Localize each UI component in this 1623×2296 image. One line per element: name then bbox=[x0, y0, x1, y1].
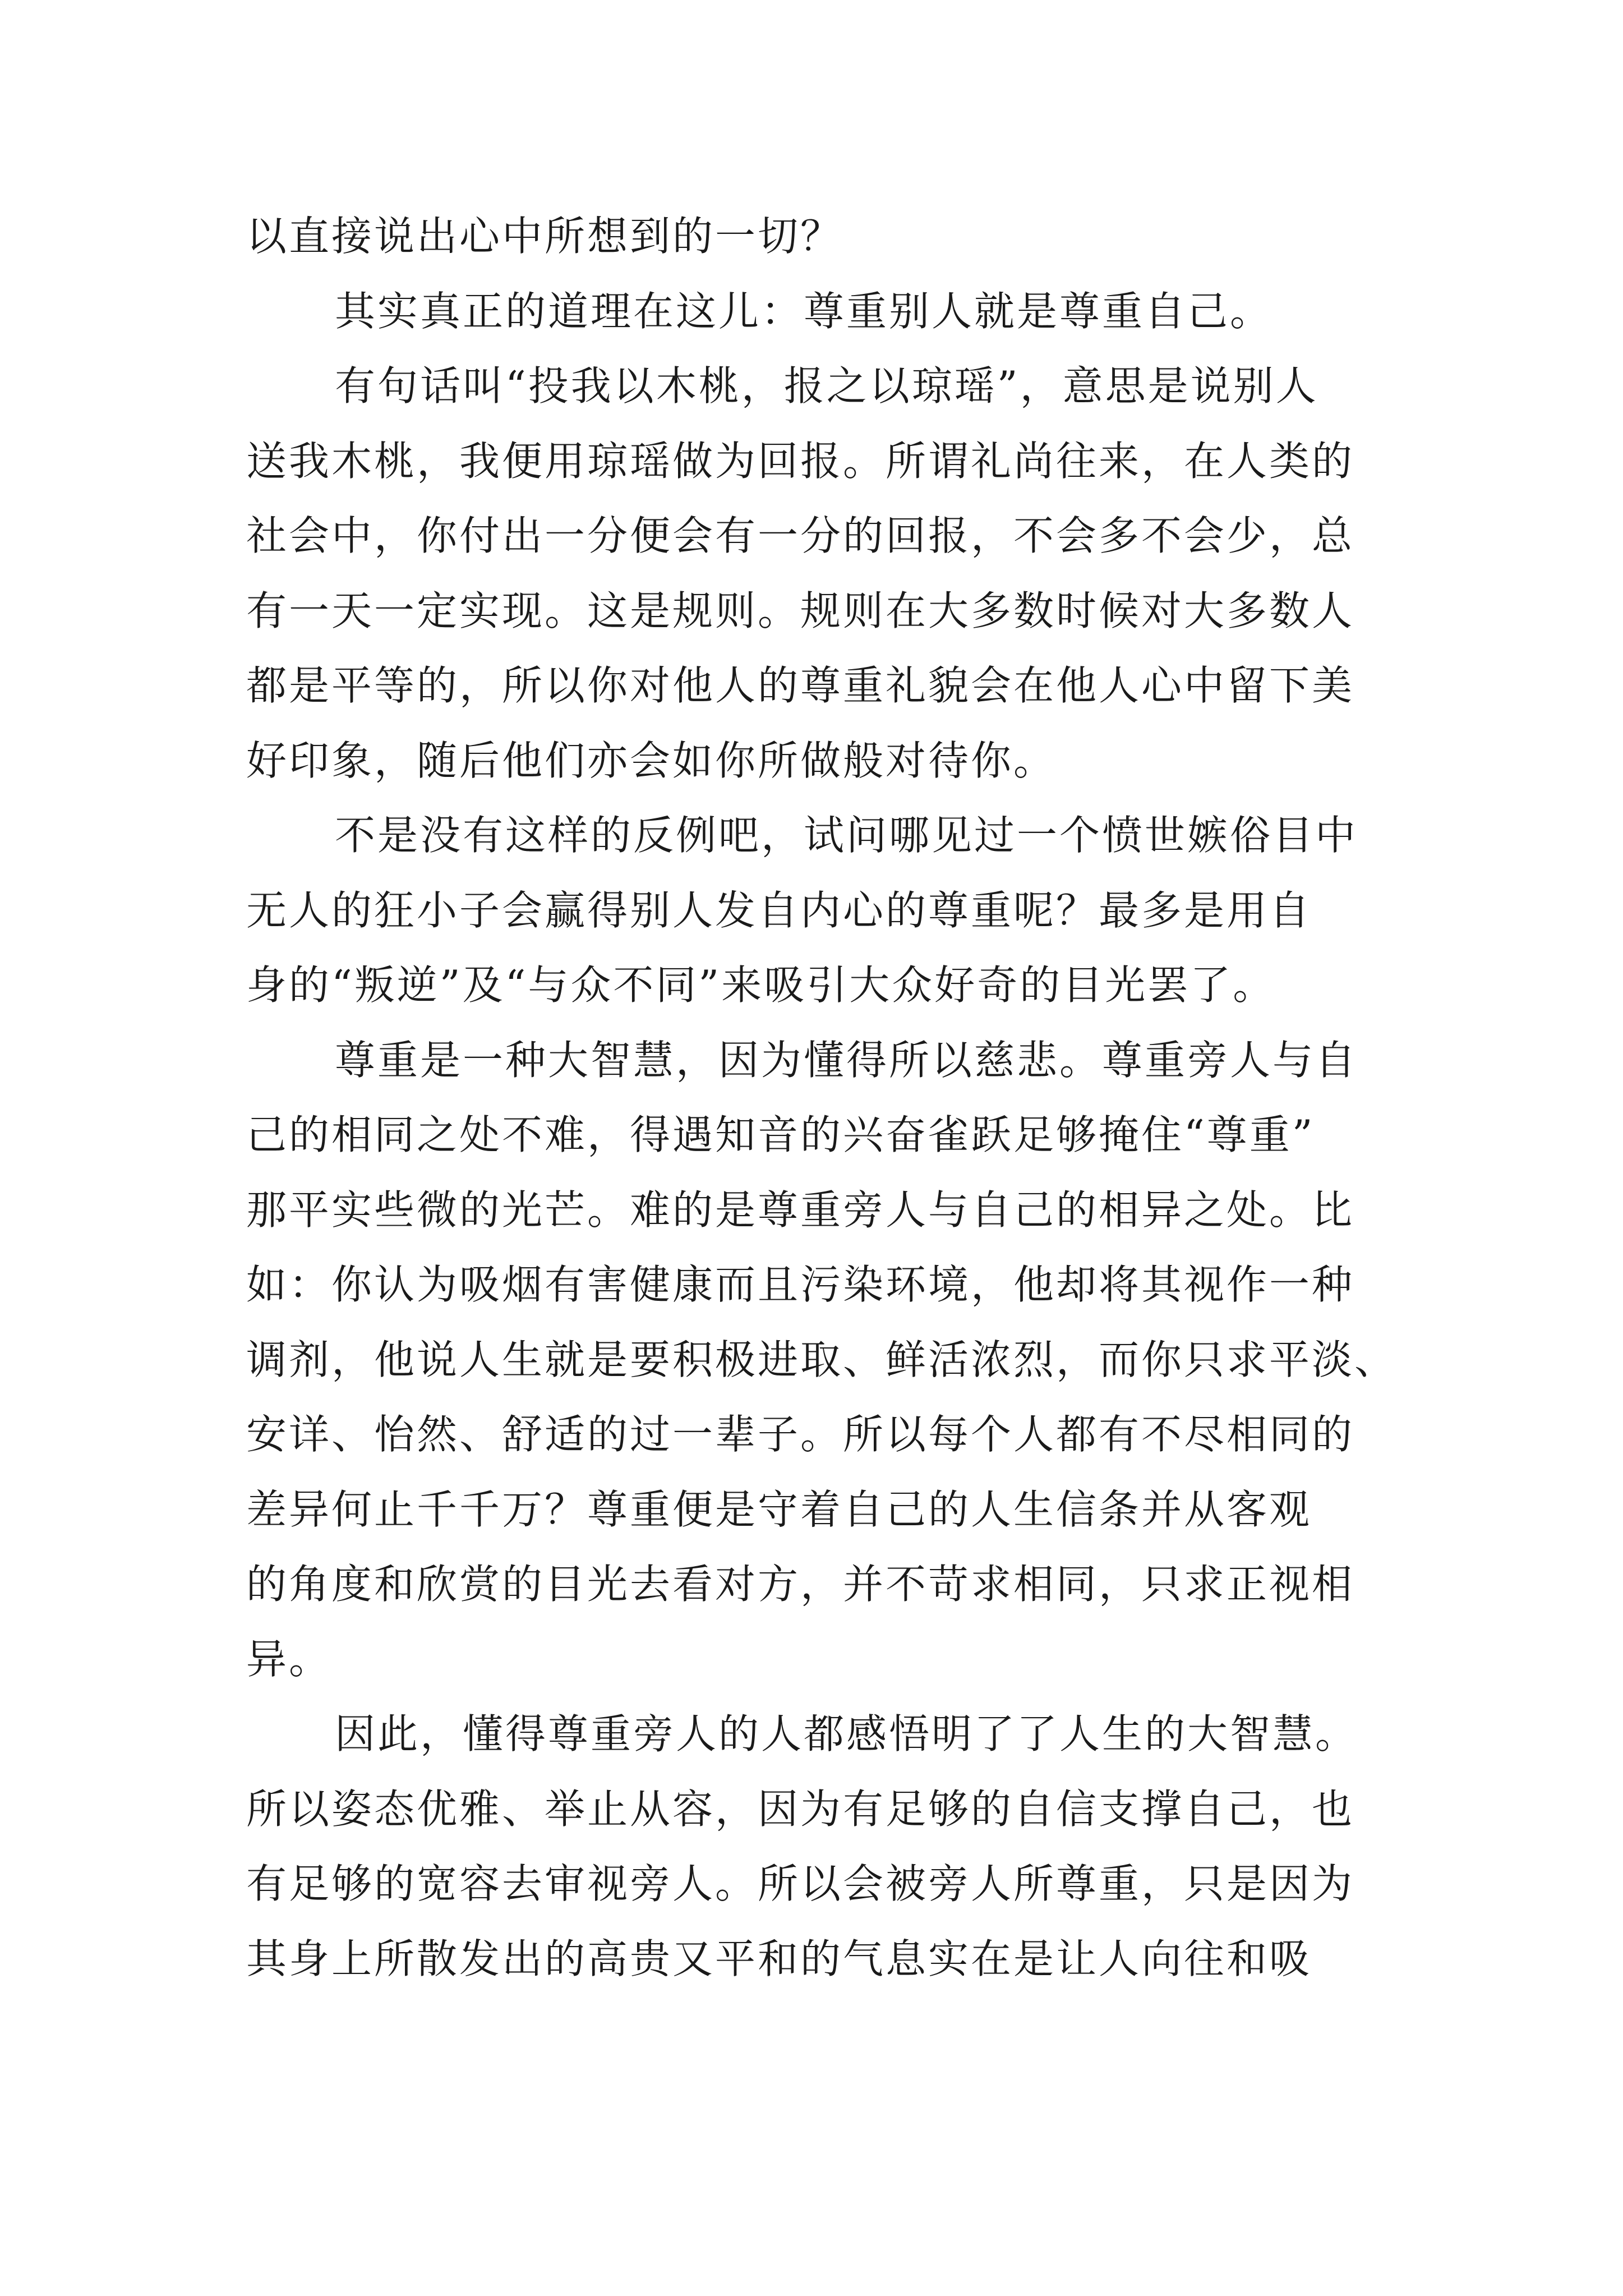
text-line: 如：你认为吸烟有害健康而且污染环境，他却将其视作一种 bbox=[246, 1261, 1355, 1308]
text-line: 的角度和欣赏的目光去看对方，并不苛求相同，只求正视相 bbox=[246, 1561, 1355, 1608]
text-line: 不是没有这样的反例吧，试问哪见过一个愤世嫉俗目中 bbox=[335, 812, 1358, 859]
text-line: 己的相同之处不难，得遇知音的兴奋雀跃足够掩住“尊重” bbox=[246, 1111, 1315, 1158]
text-line: 无人的狂小子会赢得别人发自内心的尊重呢？最多是用自 bbox=[246, 886, 1312, 934]
text-line: 调剂，他说人生就是要积极进取、鲜活浓烈，而你只求平淡、 bbox=[246, 1336, 1398, 1383]
text-line: 差异何止千千万？尊重便是守着自己的人生信条并从客观 bbox=[246, 1485, 1312, 1533]
text-line: 有句话叫“投我以木桃，报之以琼瑶”，意思是说别人 bbox=[335, 362, 1318, 409]
text-line: 社会中，你付出一分便会有一分的回报，不会多不会少，总 bbox=[246, 512, 1355, 559]
text-line: 好印象，随后他们亦会如你所做般对待你。 bbox=[246, 737, 1057, 784]
text-line: 因此，懂得尊重旁人的人都感悟明了了人生的大智慧。 bbox=[335, 1710, 1358, 1757]
text-line: 安详、怡然、舒适的过一辈子。所以每个人都有不尽相同的 bbox=[246, 1411, 1355, 1458]
text-line: 尊重是一种大智慧，因为懂得所以慈悲。尊重旁人与自 bbox=[335, 1036, 1358, 1084]
text-line: 送我木桃，我便用琼瑶做为回报。所谓礼尚往来，在人类的 bbox=[246, 437, 1355, 485]
text-line: 其实真正的道理在这儿：尊重别人就是尊重自己。 bbox=[335, 287, 1273, 335]
text-line: 所以姿态优雅、举止从容，因为有足够的自信支撑自己，也 bbox=[246, 1785, 1355, 1833]
text-line: 都是平等的，所以你对他人的尊重礼貌会在他人心中留下美 bbox=[246, 662, 1355, 709]
text-line: 以直接说出心中所想到的一切？ bbox=[246, 213, 843, 260]
text-line: 其身上所散发出的高贵又平和的气息实在是让人向往和吸 bbox=[246, 1935, 1312, 1982]
text-line: 有足够的宽容去审视旁人。所以会被旁人所尊重，只是因为 bbox=[246, 1860, 1355, 1907]
body-text bbox=[246, 199, 1398, 1996]
text-line: 那平实些微的光芒。难的是尊重旁人与自己的相异之处。比 bbox=[246, 1186, 1355, 1234]
text-line: 身的“叛逆”及“与众不同”来吸引大众好奇的目光罢了。 bbox=[246, 961, 1276, 1009]
text-line: 有一天一定实现。这是规则。规则在大多数时候对大多数人 bbox=[246, 587, 1355, 634]
text-line: 异。 bbox=[246, 1635, 332, 1683]
